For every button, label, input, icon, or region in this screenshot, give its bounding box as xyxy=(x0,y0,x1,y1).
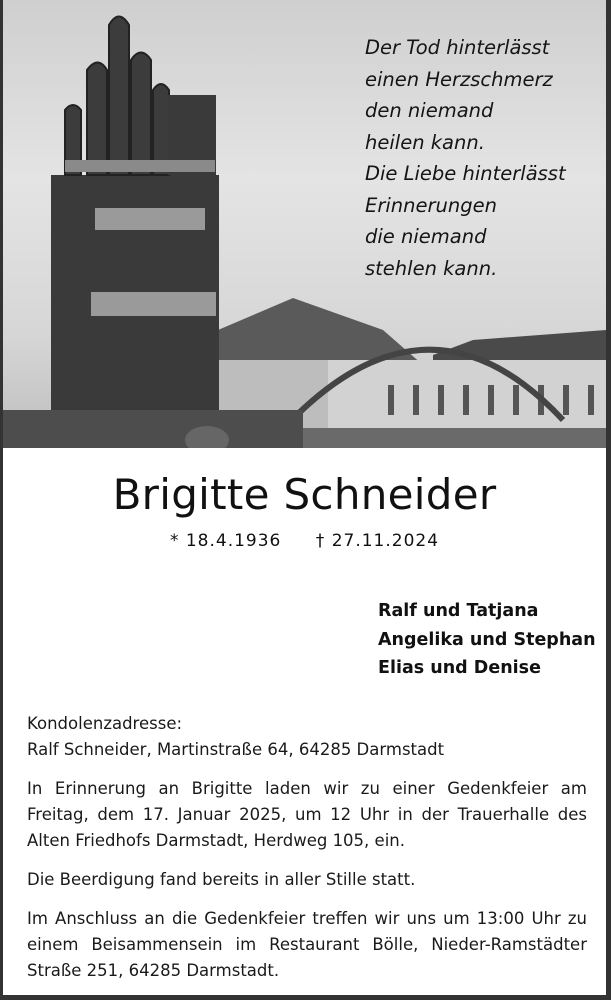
memorial-paragraph: In Erinnerung an Brigitte laden wir zu einer Gedenkfeier am Freitag, dem 17. Januar 2025, um 12 Uhr in der Trauerhalle des Alten Friedhofs Darmstadt, Herdweg 105, ein. xyxy=(27,779,587,850)
family-member: Ralf und Tatjana xyxy=(378,601,539,621)
burial-paragraph: Die Beerdigung fand bereits in aller Stille statt. xyxy=(27,870,416,889)
deceased-name: Brigitte Schneider xyxy=(112,470,497,519)
family-member: Angelika und Stephan xyxy=(378,629,596,650)
poem-line: heilen kann. xyxy=(365,130,485,154)
poem-line: Erinnerungen xyxy=(365,193,497,217)
death-date: † 27.11.2024 xyxy=(315,531,440,551)
gathering-paragraph: Im Anschluss an die Gedenkfeier treffen wir uns um 13:00 Uhr zu einem Beisammensein im Restaurant Bölle, Nieder-Ramstädter Straße 251, 64285 Darmstadt. xyxy=(27,909,587,980)
poem-line: stehlen kann. xyxy=(365,256,498,280)
poem-line: Die Liebe hinterlässt xyxy=(365,162,566,185)
family-member: Elias und Denise xyxy=(378,658,541,678)
poem-line: die niemand xyxy=(365,225,487,248)
tower-fingers xyxy=(65,17,169,176)
condolence-label: Kondolenzadresse: xyxy=(27,714,183,733)
poem-line: Der Tod hinterlässt xyxy=(365,36,550,59)
poem-line: den niemand xyxy=(365,99,494,122)
notice-body xyxy=(27,711,587,997)
poem xyxy=(365,32,566,284)
roof-right xyxy=(433,330,606,362)
birth-date: * 18.4.1936 xyxy=(169,531,282,551)
life-dates xyxy=(3,531,606,551)
family-names xyxy=(378,597,596,683)
poem-line: einen Herzschmerz xyxy=(365,67,553,91)
wedding-tower-photo xyxy=(3,0,606,448)
condolence-address: Ralf Schneider, Martinstraße 64, 64285 Darmstadt xyxy=(27,740,445,759)
